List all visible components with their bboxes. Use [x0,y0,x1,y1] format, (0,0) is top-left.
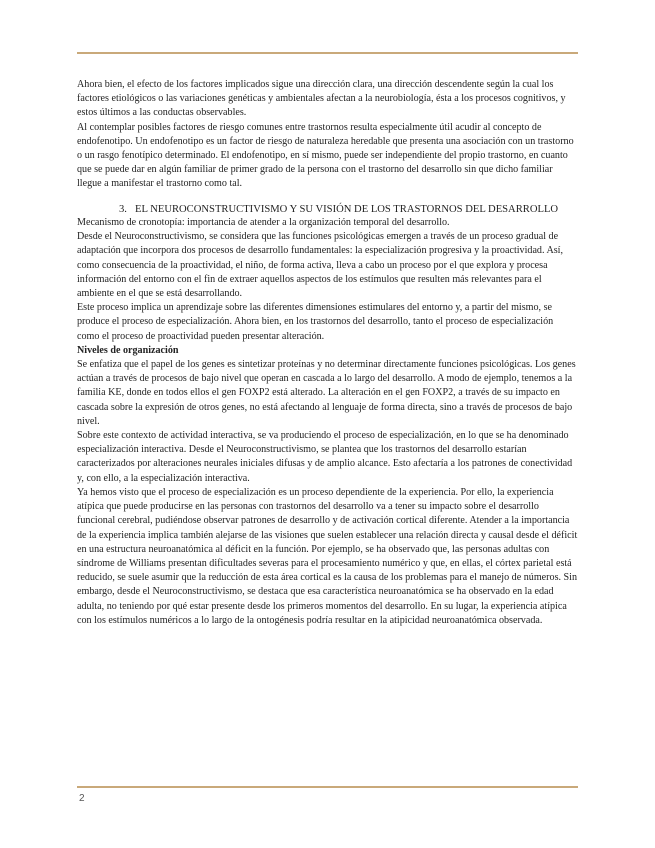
page-number: 2 [79,793,85,804]
section-number: 3. [119,203,127,215]
niveles-paragraph: Sobre este contexto de actividad interactiva, se va produciendo el proceso de especialización, en lo que se ha denominado especialización interactiva. Desde el Neuroconstructivismo, se plantea que los trastornos del desarrollo estarían caracterizados por alteraciones neurales iniciales difusas y de amplio alcance. Esto afectaría a los patrones de conectividad y, con ello, a la especialización interactiva. [77,430,573,484]
header-rule [77,52,578,54]
niveles-paragraph: Ya hemos visto que el proceso de especialización es un proceso dependiente de la experiencia. Por ello, la experiencia atípica que puede producirse en las personas con trastornos del desarrollo va a tener su impacto sobre el desarrollo funcional cerebral, pudiéndose observar patrones de desarrollo y de activación cortical diferente. Atender a la importancia de la experiencia implica también alejarse de las visiones que suelen establecer una relación directa y causal desde el déficit en una estructura neuroanatómica al déficit en la función. Por ejemplo, se ha observado que, las personas adultas con síndrome de Williams presentan dificultades severas para el procesamiento numérico y que, en ellas, el córtex parietal está reducido, se suele asumir que la reducción de esta área cortical es la causa de los problemas para el manejo de números. Sin embargo, desde el Neuroconstructivismo, se destaca que esa característica neuroanatómica se ha observado en la edad adulta, no teniendo por qué estar presente desde los primeros momentos del desarrollo. En su lugar, la experiencia atípica con los estímulos numéricos a lo largo de la ontogénesis podría resultar en la atipicidad neuroanatómica observada. [77,486,578,626]
section-paragraph: Este proceso implica un aprendizaje sobre las diferentes dimensiones estimulares del entorno y, a partir del mismo, se produce el proceso de especialización. Ahora bien, en los trastornos del desarrollo, tanto el proceso de especialización como el proceso de proactividad pueden presentar alteración. [77,302,554,342]
intro-paragraph: Al contemplar posibles factores de riesgo comunes entre trastornos resulta especialmente útil acudir al concepto de endofenotipo. Un endofenotipo es un factor de riesgo de naturaleza heredable que presenta una asociación con un trastorno o un rasgo fenotípico determinado. El endofenotipo, en sí mismo, puede ser independiente del propio trastorno, en cuanto que se puede dar en algún familiar de primer grado de la persona con el trastorno del desarrollo sin que dicho familiar llegue a manifestar el trastorno como tal. [77,121,574,190]
section-paragraph: Mecanismo de cronotopía: importancia de atender a la organización temporal del desarrollo. [77,217,450,229]
page-body [77,78,578,628]
niveles-paragraph: Se enfatiza que el papel de los genes es sintetizar proteínas y no determinar directamente funciones psicológicas. Los genes actúan a través de procesos de bajo nivel que operan en cascada a lo largo del desarrollo. A modo de ejemplo, tenemos a la familia KE, donde en todos ellos el gen FOXP2 está alterado. La alteración en el gen FOXP2, a través de su impacto en cascada sobre la expresión de otros genes, no está afectando al lenguaje de forma directa, sino a través de procesos de bajo nivel. [77,359,576,427]
footer-rule [77,786,578,788]
intro-paragraph: Ahora bien, el efecto de los factores implicados sigue una dirección clara, una dirección descendente según la cual los factores etiológicos o las variaciones genéticas y ambientales afectan a la neurobiología, ésta a los procesos cognitivos, y estos últimos a las conductas observables. [77,79,566,119]
section-paragraph: Desde el Neuroconstructivismo, se considera que las funciones psicológicas emergen a través de un proceso gradual de adaptación que incorpora dos procesos de desarrollo fundamentales: la especialización progresiva y la proactividad. Así, como consecuencia de la proactividad, el niño, de forma activa, lleva a cabo un proceso por el que explora y procesa información del entorno con el fin de extraer aquellos aspectos de los estímulos que resulten más relevantes para el ambiente en el que se está desarrollando. [77,231,564,300]
subheading: Niveles de organización [77,344,179,356]
section-heading [77,203,578,216]
section-title: EL NEUROCONSTRUCTIVISMO Y SU VISIÓN DE LOS TRASTORNOS DEL DESARROLLO [135,203,559,215]
